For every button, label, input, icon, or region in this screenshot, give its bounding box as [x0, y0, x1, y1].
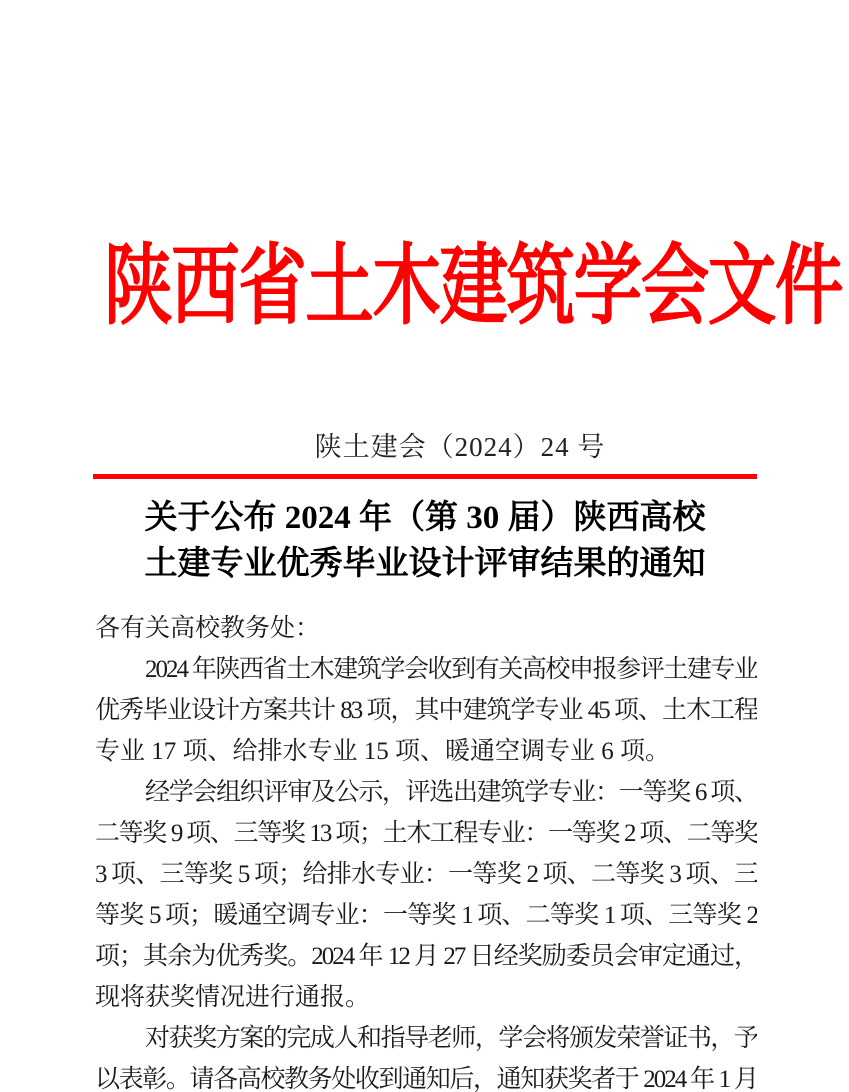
body-text-line: 经学会组织评审及公示，评选出建筑学专业：一等奖 6 项、 [145, 779, 757, 806]
body-text-line: 以表彰。请各高校教务处收到通知后，通知获奖者于 2024 年 1 月 [95, 1066, 757, 1092]
body-text-line: 项；其余为优秀奖。2024 年 12 月 27 日经奖励委员会审定通过， [95, 943, 757, 970]
body-text-line: 等奖 5 项；暖通空调专业：一等奖 1 项、二等奖 1 项、三等奖 2 [95, 902, 757, 929]
body-text-line: 专业 17 项、给排水专业 15 项、暖通空调专业 6 项。 [95, 738, 671, 765]
document-body [95, 608, 757, 1092]
red-divider-line [93, 474, 757, 479]
body-line-salutation: 各有关高校教务处： [95, 615, 321, 642]
document-number: 陕土建会（2024）24 号 [314, 432, 606, 462]
letterhead-title: 陕西省土木建筑学会文件 [104, 236, 842, 335]
notice-title-line-2: 土建专业优秀毕业设计评审结果的通知 [144, 546, 706, 582]
notice-title-line-1: 关于公布 2024 年（第 30 届）陕西高校 [144, 500, 706, 536]
body-text-line: 二等奖 9 项、三等奖 13 项；土木工程专业：一等奖 2 项、二等奖 [95, 820, 757, 847]
body-text-line: 3 项、三等奖 5 项；给排水专业：一等奖 2 项、二等奖 3 项、三 [95, 861, 757, 888]
notice-title [95, 495, 755, 587]
letterhead [0, 236, 849, 335]
body-text-line: 优秀毕业设计方案共计 83 项，其中建筑学专业 45 项、土木工程 [95, 697, 757, 724]
body-text-line: 2024 年陕西省土木建筑学会收到有关高校申报参评土建专业 [145, 656, 757, 683]
body-text-line: 对获奖方案的完成人和指导老师，学会将颁发荣誉证书，予 [145, 1025, 757, 1052]
body-text-line: 现将获奖情况进行通报。 [95, 984, 371, 1011]
